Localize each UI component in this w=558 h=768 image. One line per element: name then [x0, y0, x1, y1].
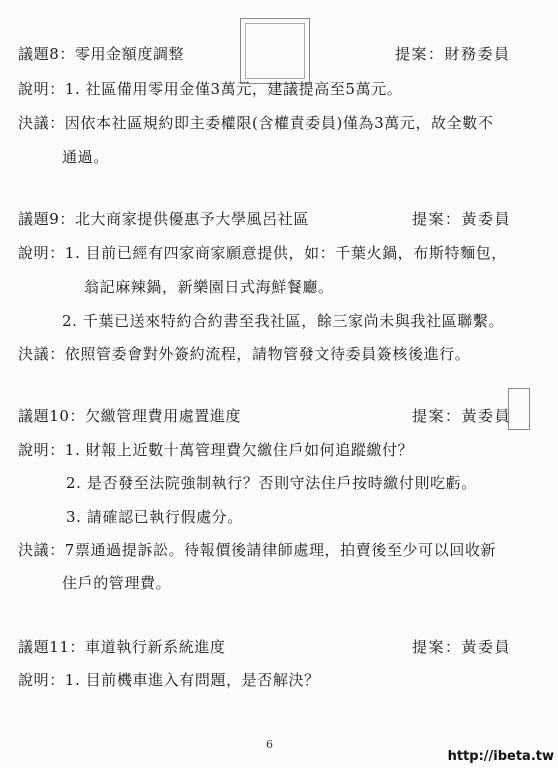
agenda-item-9-explanation-2: 2. 千葉已送來特約合約書至我社區，餘三家尚未與我社區聯繫。: [62, 312, 505, 330]
agenda-item-10-title: 議題10：欠繳管理費用處置進度: [18, 407, 242, 425]
agenda-item-8-resolution-cont: 通過。: [62, 148, 109, 166]
agenda-item-10-proposer: 提案：黃委員: [412, 407, 512, 425]
agenda-item-9-explanation-1-cont: 翁記麻辣鍋，新樂園日式海鮮餐廳。: [84, 278, 334, 296]
agenda-item-8-resolution: 決議：因依本社區規約即主委權限(含權責委員)僅為3萬元，故全數不: [18, 114, 494, 132]
agenda-item-9-explanation-1: 說明：1. 目前已經有四家商家願意提供，如：千葉火鍋，布斯特麵包，: [18, 244, 507, 262]
agenda-item-10-explanation-3: 3. 請確認已執行假處分。: [66, 508, 243, 526]
agenda-item-8-proposer: 提案：財務委員: [395, 45, 511, 63]
agenda-item-10-explanation-2: 2. 是否發至法院強制執行？否則守法住戶按時繳付則吃虧。: [66, 474, 477, 492]
side-seal-stamp: [508, 388, 530, 430]
agenda-item-11-title: 議題11：車道執行新系統進度: [18, 638, 226, 656]
agenda-item-11-proposer: 提案：黃委員: [412, 638, 512, 656]
agenda-item-11-explanation: 說明：1. 目前機車進入有問題，是否解決？: [18, 671, 320, 689]
agenda-item-10-resolution-cont: 住戶的管理費。: [62, 574, 172, 592]
agenda-item-9-title: 議題9：北大商家提供優惠予大學風呂社區: [18, 210, 309, 228]
agenda-item-8-title: 議題8：零用金額度調整: [18, 45, 185, 63]
agenda-item-9-proposer: 提案：黃委員: [412, 210, 512, 228]
agenda-item-9-resolution: 決議：依照管委會對外簽約流程，請物管發文待委員簽核後進行。: [18, 345, 471, 363]
agenda-item-10-resolution: 決議：7票通過提訴訟。待報價後請律師處理，拍賣後至少可以回收新: [18, 541, 497, 559]
agenda-item-10-explanation-1: 說明：1. 財報上近數十萬管理費欠繳住戶如何追蹤繳付？: [18, 441, 414, 459]
agenda-item-8-explanation: 說明：1. 社區備用零用金僅3萬元，建議提高至5萬元。: [18, 80, 403, 98]
official-seal-stamp: [240, 18, 310, 84]
site-watermark: http://ibeta.tw: [447, 749, 554, 764]
page-number: 6: [266, 738, 273, 751]
